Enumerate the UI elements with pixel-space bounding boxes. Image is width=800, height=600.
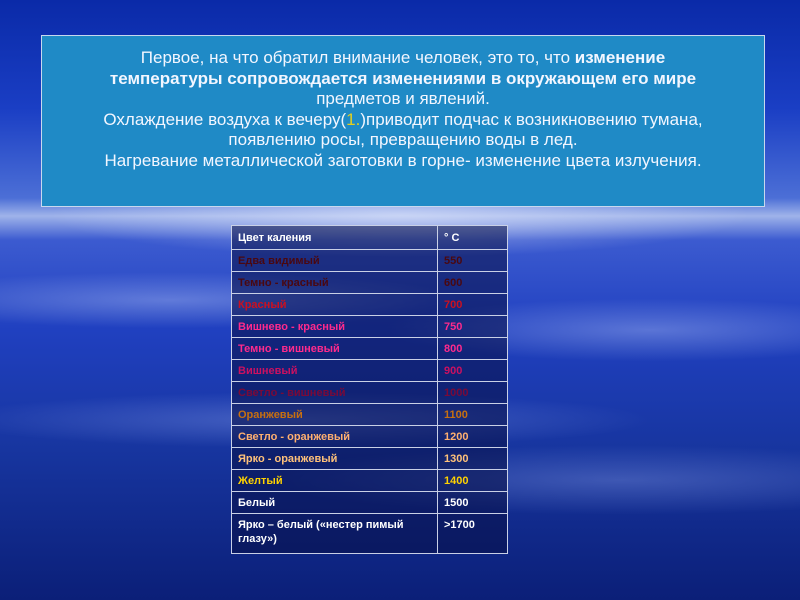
table-row (232, 426, 508, 448)
text-line-4b: )приводит подчас к возникновению тумана, (360, 109, 703, 129)
glow-color-cell: Красный (232, 294, 438, 316)
temperature-cell: 700 (438, 294, 508, 316)
text-line-1a: Первое, на что обратил внимание человек, это то, что (140, 48, 575, 67)
text-line-1b: изменение (574, 48, 666, 67)
temperature-cell: 1100 (438, 404, 508, 426)
glow-color-cell: Белый (232, 492, 438, 514)
table-row (232, 492, 508, 514)
glow-color-cell: Желтый (232, 470, 438, 492)
slide-paragraph-1 (52, 48, 754, 69)
temperature-cell: 550 (438, 250, 508, 272)
glow-color-cell: Темно - красный (232, 272, 438, 294)
table-row (232, 316, 508, 338)
text-line-2: температуры сопровождается изменениями в окружающем его мире (109, 68, 697, 88)
text-line-4a: Охлаждение воздуха к вечеру( (103, 109, 347, 129)
temperature-cell: 900 (438, 360, 508, 382)
temperature-cell: 1500 (438, 492, 508, 514)
table-row (232, 470, 508, 492)
temperature-cell: 600 (438, 272, 508, 294)
table-header-row (232, 226, 508, 250)
text-line-6: Нагревание металлической заготовки в горне- изменение цвета излучения. (104, 150, 702, 170)
slide-paragraph-4 (52, 110, 754, 131)
glow-color-cell: Темно - вишневый (232, 338, 438, 360)
temperature-cell: 800 (438, 338, 508, 360)
text-line-5: появлению росы, превращению воды в лед. (228, 130, 578, 149)
table-row (232, 338, 508, 360)
text-line-3: предметов и явлений. (316, 89, 490, 108)
glow-color-cell: Светло - вишневый (232, 382, 438, 404)
glow-color-cell: Едва видимый (232, 250, 438, 272)
glow-color-cell: Ярко – белый («нестер пимый глазу») (232, 514, 438, 554)
table-row (232, 250, 508, 272)
temperature-cell: 750 (438, 316, 508, 338)
glow-color-table (231, 225, 508, 554)
glow-color-cell: Оранжевый (232, 404, 438, 426)
header-glow-color: Цвет каления (232, 226, 438, 250)
temperature-cell: 1400 (438, 470, 508, 492)
table-row (232, 272, 508, 294)
table-row (232, 514, 508, 554)
text-line-4-mark: 1. (346, 109, 361, 129)
glow-color-cell: Вишнево - красный (232, 316, 438, 338)
table-row (232, 294, 508, 316)
table-row (232, 382, 508, 404)
glow-color-cell: Ярко - оранжевый (232, 448, 438, 470)
slide-paragraph-2 (52, 69, 754, 90)
table-row (232, 360, 508, 382)
temperature-cell: 1300 (438, 448, 508, 470)
temperature-cell: >1700 (438, 514, 508, 554)
temperature-cell: 1000 (438, 382, 508, 404)
slide-text-box (41, 35, 765, 207)
table-row (232, 404, 508, 426)
temperature-cell: 1200 (438, 426, 508, 448)
header-temperature: ° С (438, 226, 508, 250)
glow-color-cell: Светло - оранжевый (232, 426, 438, 448)
table-row (232, 448, 508, 470)
glow-color-cell: Вишневый (232, 360, 438, 382)
